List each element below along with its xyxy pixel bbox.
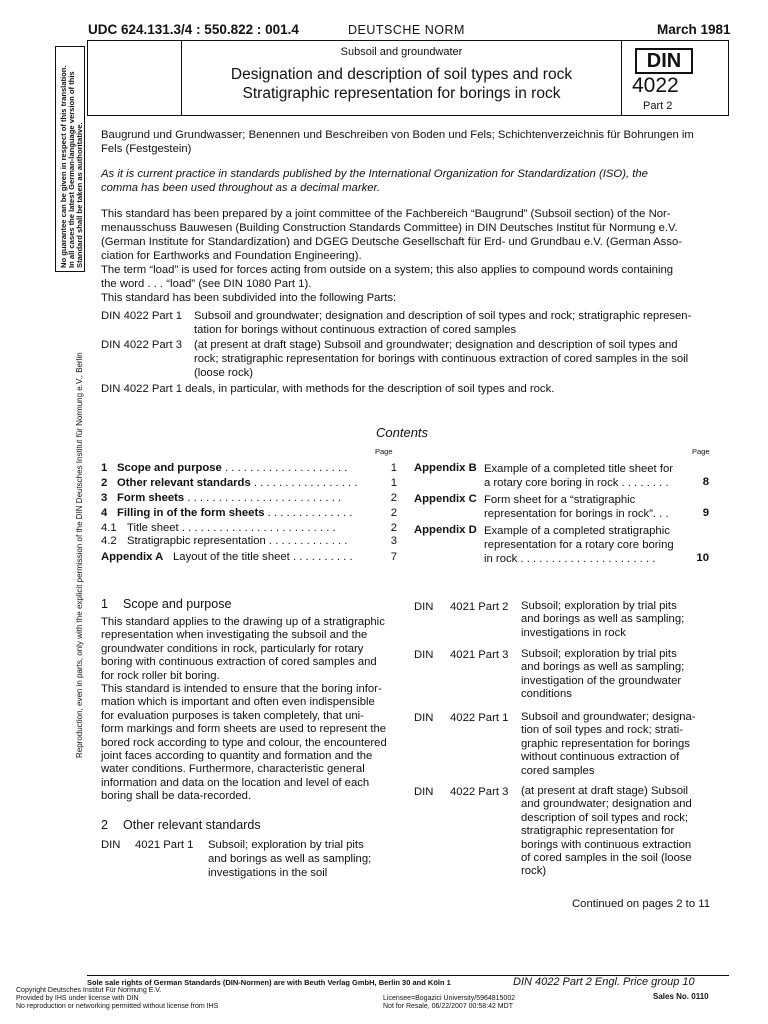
sole-sale-rights: Sole sale rights of German Standards (DIN-Normen) are with Beuth Verlag GmbH, Berlin 30 and Köln 1 [87, 978, 451, 987]
reproduction-note: Reproduction, even in parts, only with the explicit permission of the DIN Deutsches Institut für Normung e.V., Berlin [75, 352, 84, 758]
udc-code: UDC 624.131.3/4 : 550.822 : 001.4 [88, 22, 299, 37]
din-part: Part 2 [643, 100, 673, 112]
iso-note: As it is current practice in standards published by the International Organization for Standardization (ISO), the comma has been used throughout as a decimal marker. [101, 168, 648, 194]
din-number: 4022 [632, 74, 679, 97]
title-line-1: Designation and description of soil types and rock [230, 66, 573, 83]
side-note-text: No guarantee can be given in respect of this translation. In all cases the latest German-language version of this Standard shall be taken as authoritative. [59, 65, 84, 268]
part1-note: DIN 4022 Part 1 deals, in particular, with methods for the description of soil types and rock. [101, 383, 555, 395]
section-1-heading: 1 Scope and purpose [101, 597, 232, 611]
continued-note: Continued on pages 2 to 11 [572, 898, 710, 910]
toc-entry[interactable]: 4 Filling in of the form sheets . . . . . . . . . . . . . . 2 [101, 507, 397, 519]
norm-label: DEUTSCHE NORM [348, 23, 465, 37]
toc-entry[interactable]: 2 Other relevant standards . . . . . . . . . . . . . . . . . 1 [101, 477, 397, 489]
din-logo: DIN [635, 48, 693, 74]
issue-date: March 1981 [657, 22, 731, 37]
part-desc-1: Subsoil and groundwater; designation and description of soil types and rock; stratigraphic represen- tation for borings without continuous extraction of cored samples [194, 310, 692, 336]
toc-right [414, 462, 714, 568]
toc-entry[interactable]: 1 Scope and purpose . . . . . . . . . . . . . . . . . . . . 1 [101, 462, 397, 474]
licensee-note: Licensee=Bogazici University/5964815002 Not for Resale, 06/22/2007 00:58:42 MDT [383, 995, 516, 1010]
toc-entry[interactable]: Appendix B Example of a completed title sheet for a rotary core boring in rock . . . . . . . . 8 [414, 462, 709, 489]
toc-entry[interactable]: Appendix D Example of a completed stratigraphic representation for a rotary core boring in rock . . . . . . . . . . . . . . . . . . . . . . 10 [414, 524, 709, 565]
part-ref-1: DIN 4022 Part 1 [101, 310, 183, 322]
german-title: Baugrund und Grundwasser; Benennen und Beschreiben von Boden und Fels; Schichtenverzeichnis für Bohrungen im Fels (Festgestein) [101, 129, 694, 155]
intro-text: This standard has been prepared by a joint committee of the Fachbereich “Baugrund” (Subsoil section) of the Nor- menausschuss Bauwesen (Building Construction Standards Committee) in DIN Deutsches Institut für Normung e.V. (German Institute for Standardization) and DGEG Deutsche Gesellschaft für Erd- und Grundbau e.V. (German Asso- ciation for Earthworks and Foundation Engineering). The term “load” is used for forces acting from outside on a system; this also applies to compound words containing the word . . . “load” (see DIN 1080 Part 1). This standard has been subdivided into the following Parts: [101, 208, 683, 304]
section-1-body: This standard applies to the drawing up of a stratigraphic representation when investigating the subsoil and the groundwater conditions in rock, particularly for rotary boring with continuous extraction of cored samples and for rock roller bit boring. This standard is intended to ensure that the boring infor- mation which is important and often even indispensible for evaluation purposes is taken completely, that uni- form markings and form sheets are used to represent the bored rock according to type and colour, the encountered joint faces according to quantity and formation and the water conditions. Furthermore, characteristic general information and data on the location and level of each boring shall be data-recorded. [101, 616, 387, 803]
part-desc-3: (at present at draft stage) Subsoil and groundwater; designation and description of soil types and rock; stratigraphic representation for borings with continuous extraction of cored samples in the soil (loose rock) [194, 339, 689, 379]
copyright-note: Copyright Deutsches Institut Für Normung E.V. Provided by IHS under license with DIN No reproduction or networking permitted without license from IHS [16, 987, 219, 1010]
toc-entry[interactable]: 4.1 Title sheet . . . . . . . . . . . . . . . . . . . . . . . . . 2 [101, 522, 397, 534]
contents-title: Contents [376, 425, 429, 440]
sales-number: Sales No. 0110 [653, 992, 709, 1001]
page-label-left: Page [375, 447, 393, 456]
subtitle: Subsoil and groundwater [340, 46, 463, 58]
section-2-heading: 2 Other relevant standards [101, 818, 261, 832]
toc-left [101, 462, 401, 566]
toc-entry[interactable]: Appendix C Form sheet for a “stratigraphic representation for borings in rock”. . . 9 [414, 493, 709, 520]
title-center [181, 40, 622, 116]
part-ref-3: DIN 4022 Part 3 [101, 339, 183, 351]
title-line-2: Stratigraphic representation for borings in rock [242, 85, 561, 102]
toc-entry[interactable]: Appendix A Layout of the title sheet . . . . . . . . . . 7 [101, 551, 397, 563]
page-label-right: Page [692, 447, 710, 456]
toc-entry[interactable]: 4.2 Stratigrapbic representation . . . . . . . . . . . . . 3 [101, 535, 397, 547]
toc-entry[interactable]: 3 Form sheets . . . . . . . . . . . . . . . . . . . . . . . . . 2 [101, 492, 397, 504]
doc-ref: DIN 4022 Part 2 Engl. Price group 10 [513, 976, 695, 988]
